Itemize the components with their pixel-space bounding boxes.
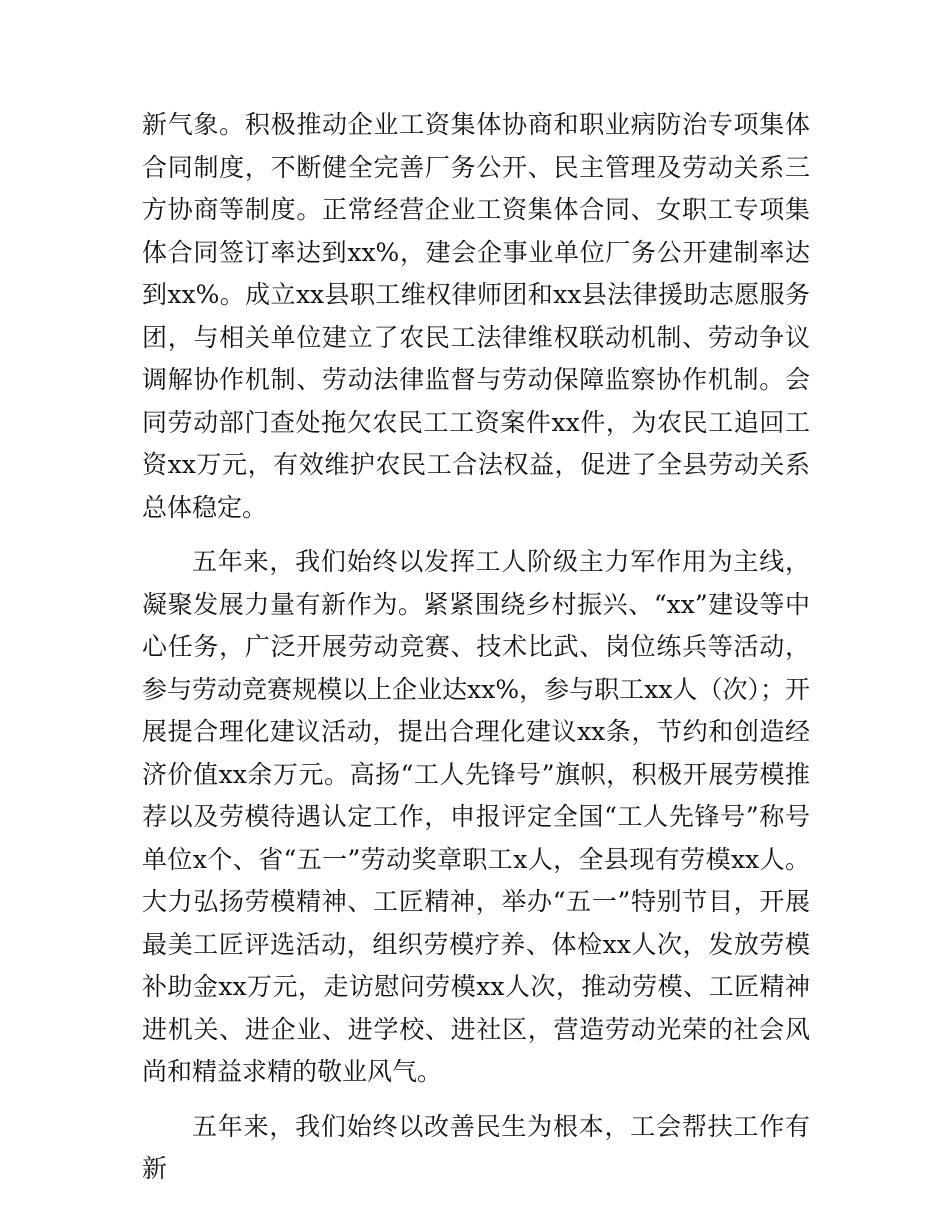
paragraph-workers-main-force: 五年来，我们始终以发挥工人阶级主力军作用为主线，凝聚发展力量有新作为。紧紧围绕乡村振兴、“xx”建设等中心任务，广泛开展劳动竞赛、技术比武、岗位练兵等活动，参与劳动竞赛规模以上企业达xx%，参与职工xx人（次）；开展提合理化建议活动，提出合理化建议xx条，节约和创造经济价值xx余万元。高扬“工人先锋号”旗帜，积极开展劳模推荐以及劳模待遇认定工作，申报评定全国“工人先锋号”称号单位x个、省“五一”劳动奖章职工x人，全县现有劳模xx人。大力弘扬劳模精神、工匠精神，举办“五一”特别节目，开展最美工匠评选活动，组织劳模疗养、体检xx人次，发放劳模补助金xx万元，走访慰问劳模xx人次，推动劳模、工匠精神进机关、进企业、进学校、进社区，营造劳动光荣的社会风尚和精益求精的敬业风气。 [142,547,810,1086]
paragraph-livelihood: 五年来，我们始终以改善民生为根本，工会帮扶工作有新 [142,1111,810,1183]
paragraph-continuation: 新气象。积极推动企业工资集体协商和职业病防治专项集体合同制度，不断健全完善厂务公开、民主管理及劳动关系三方协商等制度。正常经营企业工资集体合同、女职工专项集体合同签订率达到xx%，建会企事业单位厂务公开建制率达到xx%。成立xx县职工维权律师团和xx县法律援助志愿服务团，与相关单位建立了农民工法律维权联动机制、劳动争议调解协作机制、劳动法律监督与劳动保障监察协作机制。会同劳动部门查处拖欠农民工工资案件xx件，为农民工追回工资xx万元，有效维护农民工合法权益，促进了全县劳动关系总体稳定。 [142,110,810,522]
document-body [142,104,810,1191]
